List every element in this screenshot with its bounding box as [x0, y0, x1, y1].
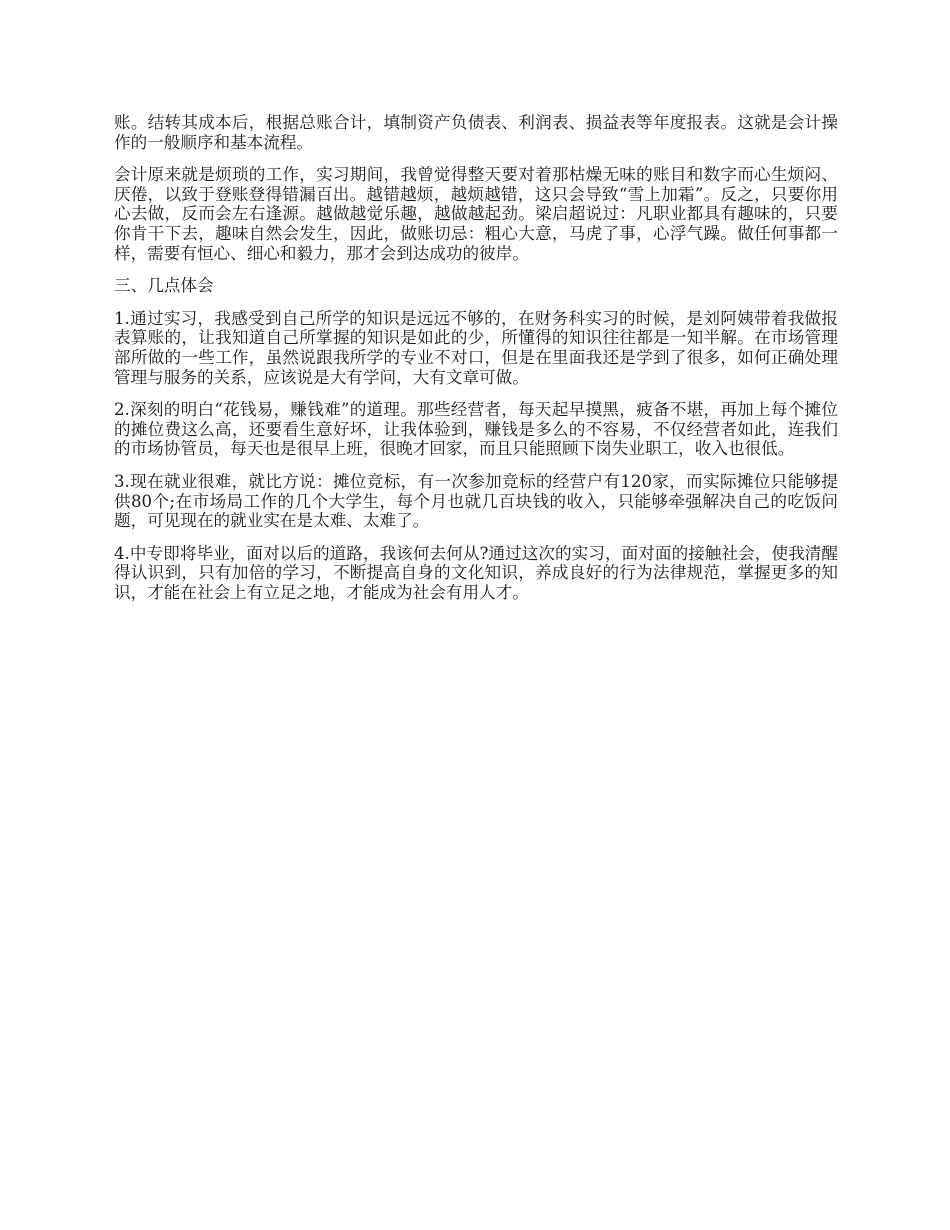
point-1: 1.通过实习，我感受到自己所学的知识是远远不够的，在财务科实习的时候，是刘阿姨带着我做报表算账的，让我知道自己所掌握的知识是如此的少，所懂得的知识往往都是一知半解。在市场管理部所做的一些工作，虽然说跟我所学的专业不对口，但是在里面我还是学到了很多，如何正确处理管理与服务的关系，应该说是大有学问，大有文章可做。 — [114, 308, 838, 387]
paragraph-accounting-process: 账。结转其成本后，根据总账合计，填制资产负债表、利润表、损益表等年度报表。这就是会计操作的一般顺序和基本流程。 — [114, 113, 838, 152]
point-3: 3.现在就业很难，就比方说：摊位竞标，有一次参加竞标的经营户有120家，而实际摊位只能够提供80个;在市场局工作的几个大学生，每个月也就几百块钱的收入，只能够牵强解决自己的吃饭问题，可见现在的就业实在是太难、太难了。 — [114, 471, 838, 531]
document-body — [114, 113, 838, 615]
point-4: 4.中专即将毕业，面对以后的道路，我该何去何从?通过这次的实习，面对面的接触社会，使我清醒得认识到，只有加倍的学习，不断提高自身的文化知识，养成良好的行为法律规范，掌握更多的知识，才能在社会上有立足之地，才能成为社会有用人才。 — [114, 543, 838, 602]
paragraph-accounting-attitude: 会计原来就是烦琐的工作，实习期间，我曾觉得整天要对着那枯燥无味的账目和数字而心生烦闷、厌倦，以致于登账登得错漏百出。越错越烦，越烦越错，这只会导致“雪上加霜”。反之，只要你用心去做，反而会左右逢源。越做越觉乐趣，越做越起劲。梁启超说过：凡职业都具有趣味的，只要你肯干下去，趣味自然会发生，因此，做账切忌：粗心大意，马虎了事，心浮气躁。做任何事都一样，需要有恒心、细心和毅力，那才会到达成功的彼岸。 — [114, 165, 838, 263]
point-2: 2.深刻的明白“花钱易，赚钱难”的道理。那些经营者，每天起早摸黑，疲备不堪，再加上每个摊位的摊位费这么高，还要看生意好坏，让我体验到，赚钱是多么的不容易，不仅经营者如此，连我们的市场协管员，每天也是很早上班，很晚才回家，而且只能照顾下岗失业职工，收入也很低。 — [114, 400, 838, 459]
section-heading: 三、几点体会 — [114, 276, 214, 296]
